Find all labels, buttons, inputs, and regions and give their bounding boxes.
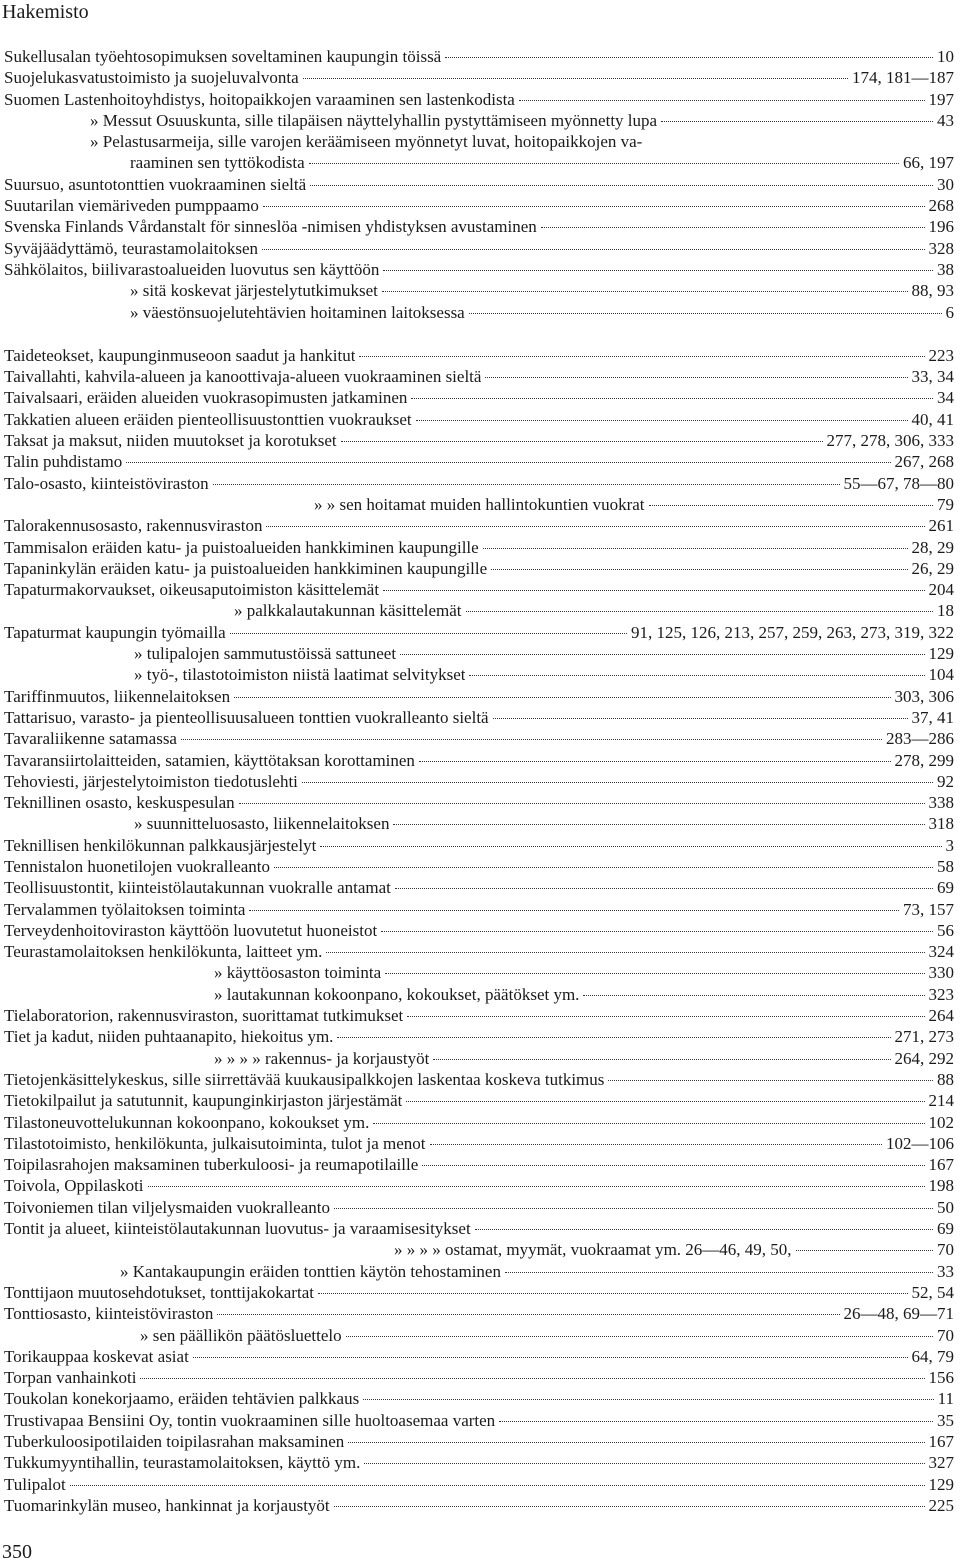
dot-leader: [382, 287, 908, 292]
index-entry: [4, 1452, 954, 1473]
entry-text: Syväjäädyttämö, teurastamolaitoksen: [4, 238, 258, 258]
entry-text: Tietojenkäsittelykeskus, sille siirrettävää kuukausipalkkojen laskentaa koskeva tutkimus: [4, 1069, 605, 1089]
entry-pages: 58: [937, 856, 954, 876]
entry-pages: 338: [928, 793, 954, 813]
entry-pages: 11: [937, 1389, 954, 1409]
entry-text: Taksat ja maksut, niiden muutokset ja korotukset: [4, 431, 337, 451]
entry-pages: 277, 278, 306, 333: [826, 431, 954, 451]
entry-pages: 88: [937, 1069, 954, 1089]
entry-pages: 324: [928, 942, 954, 962]
dot-leader: [341, 437, 823, 442]
entry-pages: 129: [928, 1474, 954, 1494]
entry-pages: 198: [928, 1176, 954, 1196]
index-entry: [4, 856, 954, 877]
entry-text: Tuomarinkylän museo, hankinnat ja korjaustyöt: [4, 1495, 330, 1515]
entry-text: » tulipalojen sammutustöissä sattuneet: [134, 644, 397, 664]
entry-pages: 37, 41: [911, 707, 954, 727]
entry-text: Teknillisen henkilökunnan palkkausjärjestelyt: [4, 835, 317, 855]
index-entry: [4, 600, 954, 621]
entry-text: Torpan vanhainkoti: [4, 1368, 137, 1388]
dot-leader: [383, 586, 924, 591]
dot-leader: [309, 159, 899, 164]
index-entry: [4, 537, 954, 558]
entry-pages: 79: [937, 494, 954, 514]
dot-leader: [383, 266, 933, 271]
index-entry: [4, 962, 954, 983]
entry-pages: 261: [928, 516, 954, 536]
dot-leader: [320, 842, 941, 847]
entry-text: Taideteokset, kaupunginmuseoon saadut ja hankitut: [4, 345, 356, 365]
entry-pages: 214: [928, 1091, 954, 1111]
dot-leader: [266, 522, 924, 527]
dot-leader: [181, 735, 882, 740]
entry-pages: 10: [937, 47, 954, 66]
entry-pages: 30: [937, 174, 954, 194]
entry-pages: 223: [928, 345, 954, 365]
entry-pages: 69: [937, 1219, 954, 1239]
dot-leader: [395, 884, 933, 889]
entry-pages: 283—286: [886, 729, 954, 749]
entry-text: Sähkölaitos, biilivarastoalueiden luovutus sen käyttöön: [4, 259, 380, 279]
entry-pages: 330: [928, 963, 954, 983]
index-entry: [4, 1325, 954, 1346]
entry-pages: 18: [937, 601, 954, 621]
entry-text: Terveydenhoitoviraston käyttöön luovutetut huoneistot: [4, 920, 378, 940]
index-entry: [4, 920, 954, 941]
entry-text: Tariffinmuutos, liikennelaitoksen: [4, 686, 231, 706]
index-entry: [4, 984, 954, 1005]
index-entry: [4, 1346, 954, 1367]
entry-pages: 327: [928, 1453, 954, 1473]
entry-pages: 271, 273: [894, 1027, 954, 1047]
page-title: Hakemisto: [2, 1, 89, 23]
entry-text: » » » » rakennus- ja korjaustyöt: [214, 1048, 430, 1068]
entry-text: Suomen Lastenhoitoyhdistys, hoitopaikkojen varaaminen sen lastenkodista: [4, 89, 515, 109]
entry-text: Tonttiosasto, kiinteistöviraston: [4, 1304, 214, 1324]
dot-leader: [608, 1076, 933, 1081]
entry-pages: 50: [937, 1197, 954, 1217]
dot-leader: [126, 458, 890, 463]
entry-pages: 3: [945, 835, 954, 855]
dot-leader: [407, 1012, 924, 1017]
entry-pages: 33: [937, 1261, 954, 1281]
index-entry: [4, 1175, 954, 1196]
entry-text: Taivalsaari, eräiden alueiden vuokrasopimusten jatkaminen: [4, 388, 408, 408]
index-entry: [4, 345, 954, 366]
index-entry: [4, 110, 954, 131]
entry-text: Toivoniemen tilan viljelysmaiden vuokralleanto: [4, 1197, 330, 1217]
dot-leader: [359, 352, 924, 357]
index-entry: [4, 515, 954, 536]
index-entry: [4, 216, 954, 237]
dot-leader: [493, 714, 908, 719]
entry-pages: 28, 29: [911, 537, 954, 557]
entry-pages: 26, 29: [911, 558, 954, 578]
entry-text: Talo-osasto, kiinteistöviraston: [4, 473, 209, 493]
entry-pages: 225: [928, 1495, 954, 1515]
index-entry: [4, 579, 954, 600]
dot-leader: [70, 1481, 925, 1486]
entry-text: Talin puhdistamo: [4, 452, 123, 472]
dot-leader: [249, 906, 899, 911]
index-entry: [4, 1197, 954, 1218]
entry-text: » Kantakaupungin eräiden tonttien käytön tehostaminen: [120, 1261, 501, 1281]
index-entry: [4, 1133, 954, 1154]
index-entry: [4, 174, 954, 195]
index-entry: [4, 1367, 954, 1388]
entry-pages: 204: [928, 580, 954, 600]
entry-pages: 55—67, 78—80: [843, 473, 954, 493]
entry-pages: 34: [937, 388, 954, 408]
index-entry: [4, 238, 954, 259]
entry-text: » lautakunnan kokoonpano, kokoukset, päätökset ym.: [214, 984, 580, 1004]
dot-leader: [234, 693, 890, 698]
entry-pages: 35: [937, 1410, 954, 1430]
dot-leader: [337, 1033, 890, 1038]
entry-pages: 167: [928, 1432, 954, 1451]
dot-leader: [466, 607, 933, 612]
index-entry: [4, 664, 954, 685]
dot-leader: [373, 1119, 924, 1124]
dot-leader: [262, 245, 925, 250]
dot-leader: [649, 501, 934, 506]
entry-text: Torikauppaa koskevat asiat: [4, 1346, 189, 1366]
index-entry: [4, 1410, 954, 1431]
dot-leader: [274, 863, 933, 868]
dot-leader: [148, 1182, 925, 1187]
entry-text: » työ-, tilastotoimiston niistä laatimat selvitykset: [134, 665, 466, 685]
dot-leader: [661, 117, 933, 122]
entry-pages: 64, 79: [911, 1346, 954, 1366]
index-entry: [4, 1303, 954, 1324]
dot-leader: [519, 96, 925, 101]
entry-pages: 70: [937, 1240, 954, 1260]
entry-pages: 156: [928, 1368, 954, 1388]
entry-pages: 66, 197: [903, 153, 954, 173]
entry-text: Tilastotoimisto, henkilökunta, julkaisutoiminta, tulot ja menot: [4, 1133, 426, 1153]
dot-leader: [334, 1204, 933, 1209]
index-entry: [4, 46, 954, 67]
index-entry: [4, 89, 954, 110]
entry-text: » sen päällikön päätösluettelo: [140, 1325, 342, 1345]
dot-leader: [583, 991, 924, 996]
entry-text: » palkkalautakunnan käsittelemät: [234, 601, 462, 621]
entry-pages: 318: [928, 814, 954, 834]
entry-pages: 52, 54: [911, 1282, 954, 1302]
index-entry: [4, 622, 954, 643]
entry-text: Teknillinen osasto, keskuspesulan: [4, 793, 235, 813]
index-entry: [4, 280, 954, 301]
dot-leader: [302, 778, 933, 783]
dot-leader: [326, 948, 924, 953]
entry-text: Tammisalon eräiden katu- ja puistoalueiden hankkiminen kaupungille: [4, 537, 479, 557]
entry-pages: 102—106: [886, 1133, 954, 1153]
dot-leader: [364, 1459, 924, 1464]
entry-pages: 43: [937, 110, 954, 130]
index-entry: [4, 409, 954, 430]
entry-text: Suursuo, asuntotonttien vuokraaminen sieltä: [4, 174, 307, 194]
entry-text: Takkatien alueen eräiden pienteollisuustonttien vuokraukset: [4, 409, 412, 429]
entry-pages: 91, 125, 126, 213, 257, 259, 263, 273, 319, 322: [631, 622, 954, 642]
entry-pages: 38: [937, 259, 954, 279]
dot-leader: [541, 223, 925, 228]
entry-text: Toukolan konekorjaamo, eräiden tehtävien palkkaus: [4, 1389, 360, 1409]
index-entry: [4, 1069, 954, 1090]
index-entry: [4, 366, 954, 387]
entry-pages: 264, 292: [894, 1048, 954, 1068]
index-entry: [4, 1495, 954, 1516]
dot-leader: [381, 927, 933, 932]
index-entry: [4, 899, 954, 920]
index-entry: [4, 473, 954, 494]
dot-leader: [348, 1438, 924, 1443]
index-entry: [4, 877, 954, 898]
index-entry: [4, 195, 954, 216]
entry-text: Sukellusalan työehtosopimuksen soveltaminen kaupungin töissä: [4, 47, 442, 66]
entry-text: Tiet ja kadut, niiden puhtaanapito, hiekoitus ym.: [4, 1027, 334, 1047]
dot-leader: [140, 1374, 924, 1379]
index-entry: [4, 1282, 954, 1303]
index-entry: [4, 1005, 954, 1026]
dot-leader: [310, 181, 933, 186]
index-entry: [4, 1474, 954, 1495]
dot-leader: [430, 1140, 882, 1145]
dot-leader: [263, 202, 925, 207]
entry-pages: 267, 268: [894, 452, 954, 472]
dot-leader: [469, 309, 942, 314]
entry-pages: 323: [928, 984, 954, 1004]
entry-pages: 104: [928, 665, 954, 685]
index-entry: [4, 131, 954, 174]
entry-pages: 129: [928, 644, 954, 664]
index-entry: [4, 302, 954, 323]
entry-text: Tavaraliikenne satamassa: [4, 729, 177, 749]
dot-leader: [213, 480, 840, 485]
entry-pages: 70: [937, 1325, 954, 1345]
index-entry: [4, 1388, 954, 1409]
dot-leader: [318, 1289, 908, 1294]
dot-leader: [346, 1332, 933, 1337]
entry-text: Taivallahti, kahvila-alueen ja kanoottivaja-alueen vuokraaminen sieltä: [4, 367, 482, 387]
entry-text: Tonttijaon muutosehdotukset, tonttijakokartat: [4, 1282, 314, 1302]
entry-text: » » » » ostamat, myymät, vuokraamat ym. 26—46, 49, 50,: [394, 1240, 792, 1260]
dot-leader: [400, 650, 924, 655]
index-entry: [4, 1261, 954, 1282]
entry-text: Tavaransiirtolaitteiden, satamien, käyttötaksan korottaminen: [4, 750, 415, 770]
entry-text: Tapaninkylän eräiden katu- ja puistoalueiden hankkiminen kaupungille: [4, 558, 488, 578]
entry-pages: 26—48, 69—71: [843, 1304, 954, 1324]
index-entry: [4, 558, 954, 579]
index-entry: [4, 494, 954, 515]
index-entry: [4, 1026, 954, 1047]
entry-text: Tapaturmakorvaukset, oikeusaputoimiston käsittelemät: [4, 580, 380, 600]
entry-text: Trustivapaa Bensiini Oy, tontin vuokraaminen sille huoltoasemaa varten: [4, 1410, 496, 1430]
index-entry: [4, 451, 954, 472]
entry-text: » käyttöosaston toiminta: [214, 963, 382, 983]
index-entry: [4, 813, 954, 834]
entry-text: » » sen hoitamat muiden hallintokuntien vuokrat: [314, 494, 645, 514]
entry-text: Toivola, Oppilaskoti: [4, 1176, 144, 1196]
entry-pages: 303, 306: [894, 686, 954, 706]
index-entry: [4, 1431, 954, 1452]
dot-leader: [433, 1055, 890, 1060]
entry-pages: 268: [928, 196, 954, 216]
entry-pages: 328: [928, 238, 954, 258]
entry-text: Tontit ja alueet, kiinteistölautakunnan luovutus- ja varaamisesitykset: [4, 1219, 471, 1239]
entry-text: Svenska Finlands Vårdanstalt för sinneslöa -nimisen yhdistyksen avustaminen: [4, 217, 537, 237]
dot-leader: [193, 1353, 908, 1358]
dot-leader: [505, 1268, 933, 1273]
index-entry: [4, 1218, 954, 1239]
entry-pages: 197: [928, 89, 954, 109]
entry-pages: 56: [937, 920, 954, 940]
dot-leader: [422, 1161, 924, 1166]
entry-pages: 264: [928, 1006, 954, 1026]
entry-pages: 167: [928, 1155, 954, 1175]
index-entry: [4, 643, 954, 664]
index-entry: [4, 835, 954, 856]
dot-leader: [475, 1225, 933, 1230]
dot-leader: [483, 544, 908, 549]
index-entry: [4, 707, 954, 728]
dot-leader: [239, 799, 925, 804]
entry-text: Tukkumyyntihallin, teurastamolaitoksen, käyttö ym.: [4, 1453, 361, 1473]
index-entry: [4, 728, 954, 749]
dot-leader: [411, 394, 933, 399]
entry-pages: 88, 93: [911, 281, 954, 301]
entry-text: » sitä koskevat järjestelytutkimukset: [130, 281, 378, 301]
dot-leader: [393, 820, 924, 825]
entry-text: Tietokilpailut ja satutunnit, kaupunginkirjaston järjestämät: [4, 1091, 403, 1111]
index-entry: [4, 1090, 954, 1111]
entry-pages: 102: [928, 1112, 954, 1132]
entry-text: Toipilasrahojen maksaminen tuberkuloosi- ja reumapotilaille: [4, 1155, 419, 1175]
entry-pages: 73, 157: [903, 899, 954, 919]
entry-pages: 196: [928, 217, 954, 237]
dot-leader: [499, 1417, 933, 1422]
index-entry: [4, 430, 954, 451]
entry-text: » Messut Osuuskunta, sille tilapäisen näyttelyhallin pystyttämiseen myönnetty lupa: [90, 110, 658, 130]
dot-leader: [416, 416, 908, 421]
entry-text: Tuberkuloosipotilaiden toipilasrahan maksaminen: [4, 1432, 345, 1451]
index-entry: [4, 792, 954, 813]
entry-pages: 33, 34: [911, 367, 954, 387]
index-entry: [4, 1112, 954, 1133]
dot-leader: [303, 74, 848, 79]
index-entry: [4, 67, 954, 88]
index-entry: [4, 686, 954, 707]
index-entry: [4, 387, 954, 408]
dot-leader: [445, 53, 933, 58]
index-entry: [4, 941, 954, 962]
entry-text: Tulipalot: [4, 1474, 66, 1494]
entry-text: Teurastamolaitoksen henkilökunta, laitteet ym.: [4, 942, 323, 962]
entry-pages: 40, 41: [911, 409, 954, 429]
page-number: 350: [2, 1541, 32, 1563]
section-gap: [4, 323, 954, 345]
entry-text: Tervalammen työlaitoksen toiminta: [4, 899, 246, 919]
entry-text: Tehoviesti, järjestelytoimiston tiedotuslehti: [4, 771, 298, 791]
dot-leader: [406, 1097, 924, 1102]
index-entry: [4, 1239, 954, 1260]
entry-text: » väestönsuojelutehtävien hoitaminen laitoksessa: [130, 302, 465, 322]
index-entry: [4, 771, 954, 792]
entry-text: Tattarisuo, varasto- ja pienteollisuusalueen tonttien vuokralleanto sieltä: [4, 707, 489, 727]
dot-leader: [796, 1246, 933, 1251]
dot-leader: [491, 565, 907, 570]
entry-text: Suojelukasvatustoimisto ja suojeluvalvonta: [4, 68, 299, 88]
index-entry: [4, 750, 954, 771]
entry-text: Tennistalon huonetilojen vuokralleanto: [4, 856, 271, 876]
entry-text: Suutarilan viemäriveden pumppaamo: [4, 196, 259, 216]
entry-text: » suunnitteluosasto, liikennelaitoksen: [134, 814, 390, 834]
dot-leader: [485, 373, 907, 378]
entry-pages: 92: [937, 771, 954, 791]
entry-text: Talorakennusosasto, rakennusviraston: [4, 516, 263, 536]
index-entry: [4, 259, 954, 280]
index-entry: [4, 1048, 954, 1069]
dot-leader: [363, 1395, 933, 1400]
entry-text: » Pelastusarmeija, sille varojen keräämiseen myönnetyt luvat, hoitopaikkojen va-: [90, 132, 643, 152]
dot-leader: [469, 671, 924, 676]
entry-text: Tielaboratorion, rakennusviraston, suorittamat tutkimukset: [4, 1006, 404, 1026]
dot-leader: [385, 969, 924, 974]
entry-pages: 6: [945, 302, 954, 322]
entry-pages: 174, 181—187: [852, 68, 954, 88]
entry-text-continuation: raaminen sen tyttökodista: [130, 153, 305, 173]
entry-pages: 278, 299: [894, 750, 954, 770]
dot-leader: [419, 757, 891, 762]
dot-leader: [230, 629, 627, 634]
entry-text: Tapaturmat kaupungin työmailla: [4, 622, 226, 642]
entry-text: Teollisuustontit, kiinteistölautakunnan vuokralle antamat: [4, 878, 391, 898]
dot-leader: [217, 1310, 839, 1315]
entry-text: Tilastoneuvottelukunnan kokoonpano, kokoukset ym.: [4, 1112, 370, 1132]
dot-leader: [334, 1502, 925, 1507]
index-entry: [4, 1154, 954, 1175]
index-list: [4, 46, 954, 1516]
entry-pages: 69: [937, 878, 954, 898]
